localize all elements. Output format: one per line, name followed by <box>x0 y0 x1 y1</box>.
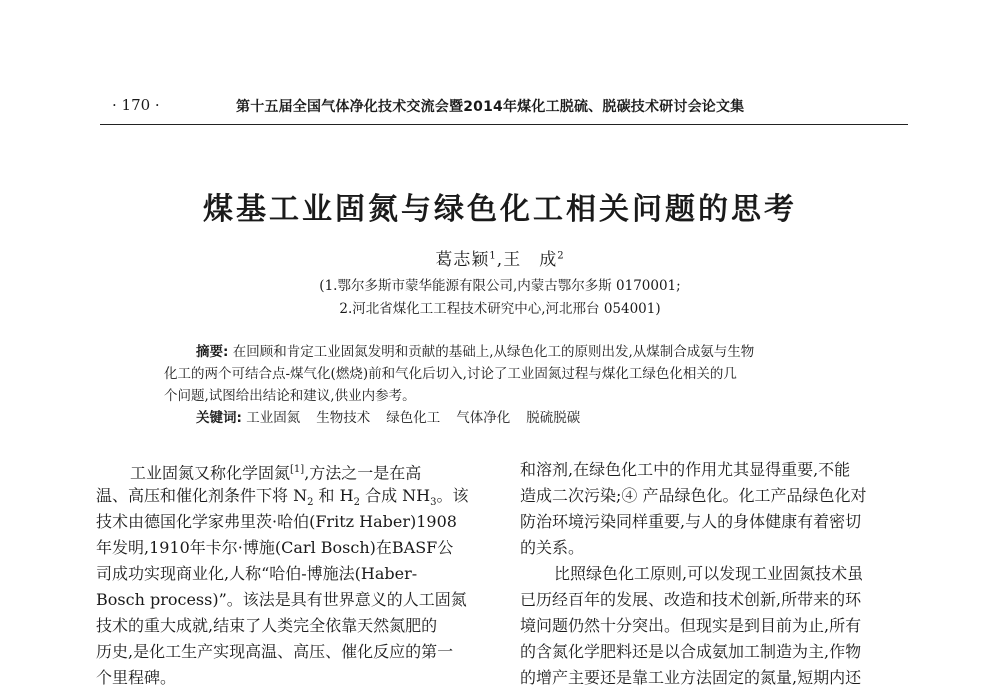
header-rule <box>100 124 908 125</box>
body-column-left <box>96 457 482 691</box>
body-line: 司成功实现商业化,人称“哈伯-博施法(Haber- <box>96 564 418 583</box>
body-line: 工业固氮又称化学固氮[1],方法之一是在高 <box>130 463 422 483</box>
body-line: 温、高压和催化剂条件下将 $N_2$ 和 $H_2$ 合成 $NH_3$。该 <box>96 486 469 509</box>
body-line: 境问题仍然十分突出。但现实是到目前为止,所有 <box>520 616 862 635</box>
body-column-right <box>520 457 906 691</box>
abstract-block <box>164 341 844 429</box>
abstract-line: 个问题,试图给出结论和建议,供业内参考。 <box>164 388 416 404</box>
body-line: 的关系。 <box>520 538 585 557</box>
author-line <box>0 245 1000 270</box>
author-2: 王 成 <box>503 250 558 270</box>
body-line: Bosch process)”。该法是具有世界意义的人工固氮 <box>96 590 467 609</box>
article-title: 煤基工业固氮与绿色化工相关问题的思考 <box>203 192 797 227</box>
body-line: 已历经百年的发展、改造和技术创新,所带来的环 <box>520 590 862 609</box>
author-1: 葛志颖 <box>435 250 490 270</box>
affiliation-1: (1.鄂尔多斯市蒙华能源有限公司,内蒙古鄂尔多斯 0170001; <box>319 278 681 294</box>
abstract-line: 化工的两个可结合点-煤气化(燃烧)前和气化后切入,讨论了工业固氮过程与煤化工绿色化相关的几 <box>164 366 737 382</box>
body-line: 比照绿色化工原则,可以发现工业固氮技术虽 <box>554 564 864 583</box>
keywords-line <box>164 407 844 429</box>
body-line: 历史,是化工生产实现高温、高压、催化反应的第一 <box>96 642 454 661</box>
body-line: 技术由德国化学家弗里茨·哈伯(Fritz Haber)1908 <box>96 512 457 531</box>
citation-ref: [1] <box>290 464 305 475</box>
body-line: 的含氮化学肥料还是以合成氨加工制造为主,作物 <box>520 642 862 661</box>
abstract-line <box>164 341 844 363</box>
author-separator: , <box>496 250 504 270</box>
body-line: 的增产主要还是靠工业方法固定的氮量,短期内还 <box>520 668 862 687</box>
body-line: 年发明,1910年卡尔·博施(Carl Bosch)在BASF公 <box>96 538 454 557</box>
abstract-label: 摘要: <box>196 344 229 360</box>
body-line: 个里程碑。 <box>96 668 177 687</box>
abstract-text: 在回顾和肯定工业固氮发明和贡献的基础上,从绿色化工的原则出发,从煤制合成氨与生物 <box>232 344 755 360</box>
body-line: 技术的重大成就,结束了人类完全依靠天然氮肥的 <box>96 616 438 635</box>
affiliation-2: 2.河北省煤化工工程技术研究中心,河北邢台 054001) <box>339 301 661 317</box>
keyword: 生物技术 <box>316 410 371 426</box>
running-title: 第十五届全国气体净化技术交流会暨2014年煤化工脱硫、脱碳技术研讨会论文集 <box>236 99 745 115</box>
keyword: 脱硫脱碳 <box>526 410 581 426</box>
keyword: 气体净化 <box>456 410 511 426</box>
keyword: 绿色化工 <box>386 410 441 426</box>
author-1-affil-mark: 1 <box>489 250 497 262</box>
keyword: 工业固氮 <box>246 410 301 426</box>
page-number: · 170 · <box>112 96 160 114</box>
author-2-affil-mark: 2 <box>557 250 565 262</box>
keywords-label: 关键词: <box>196 410 242 426</box>
body-line: 和溶剂,在绿色化工中的作用尤其显得重要,不能 <box>520 460 851 479</box>
body-line: 防治环境污染同样重要,与人的身体健康有着密切 <box>520 512 862 531</box>
body-line: 造成二次污染;④ 产品绿色化。化工产品绿色化对 <box>520 486 867 505</box>
